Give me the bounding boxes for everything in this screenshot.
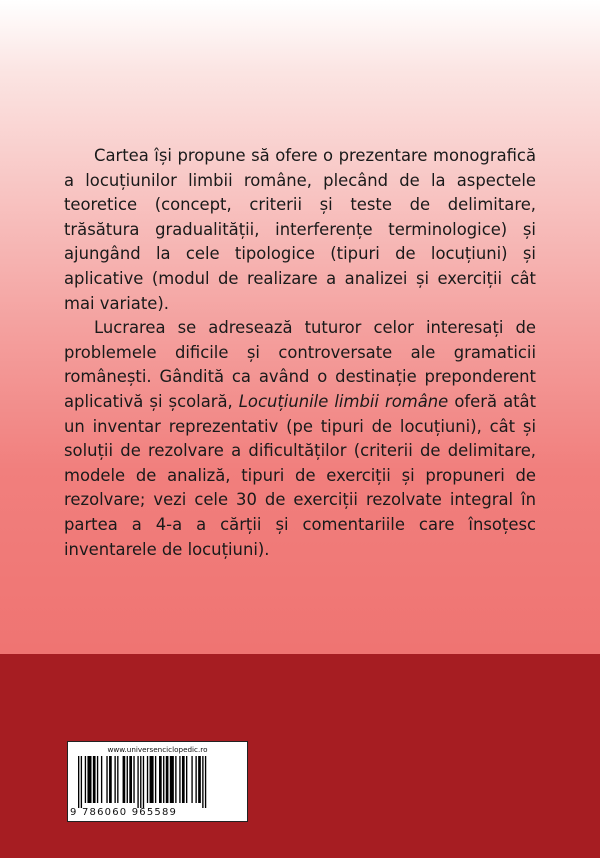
barcode-box — [67, 741, 248, 822]
blurb-paragraph-2 — [64, 316, 536, 562]
back-cover-blurb — [64, 144, 536, 562]
publisher-website: www.universenciclopedic.ro — [107, 745, 208, 754]
isbn-digits: 9 786060 965589 — [70, 807, 178, 818]
barcode-icon — [76, 756, 240, 808]
blurb-paragraph-2-end: oferă atât un inventar reprezentativ (pe tipuri de locuțiuni), cât și soluții de rezolvare a dificultăților (criterii de delimitare, modele de analiză, tipuri de exerciții și propuneri de rezolvare; vezi cele 30 de exerciții rezolvate integral în partea a 4-a a cărții și comentariile care însoțesc inventarele de locuțiuni). — [64, 391, 537, 559]
blurb-paragraph-1: Cartea își propune să ofere o prezentare monografică a locuțiunilor limbii române, plecând de la aspectele teoretice (concept, criterii și teste de delimitare, trăsătura gradualității, interferențe terminologice) și ajungând la cele tipologice (tipuri de locuțiuni) și aplicative (modul de realizare a analizei și exerciții cât mai variate). — [64, 146, 536, 313]
book-title-italic: Locuțiunile limbii române — [238, 391, 449, 411]
blurb-paragraph-2-start: Lucrarea se adresează tuturor celor interesați de problemele dificile și controversate ale gramaticii românești. Gândită ca având o destinație preponderent aplicativă și școlară, — [64, 318, 536, 411]
